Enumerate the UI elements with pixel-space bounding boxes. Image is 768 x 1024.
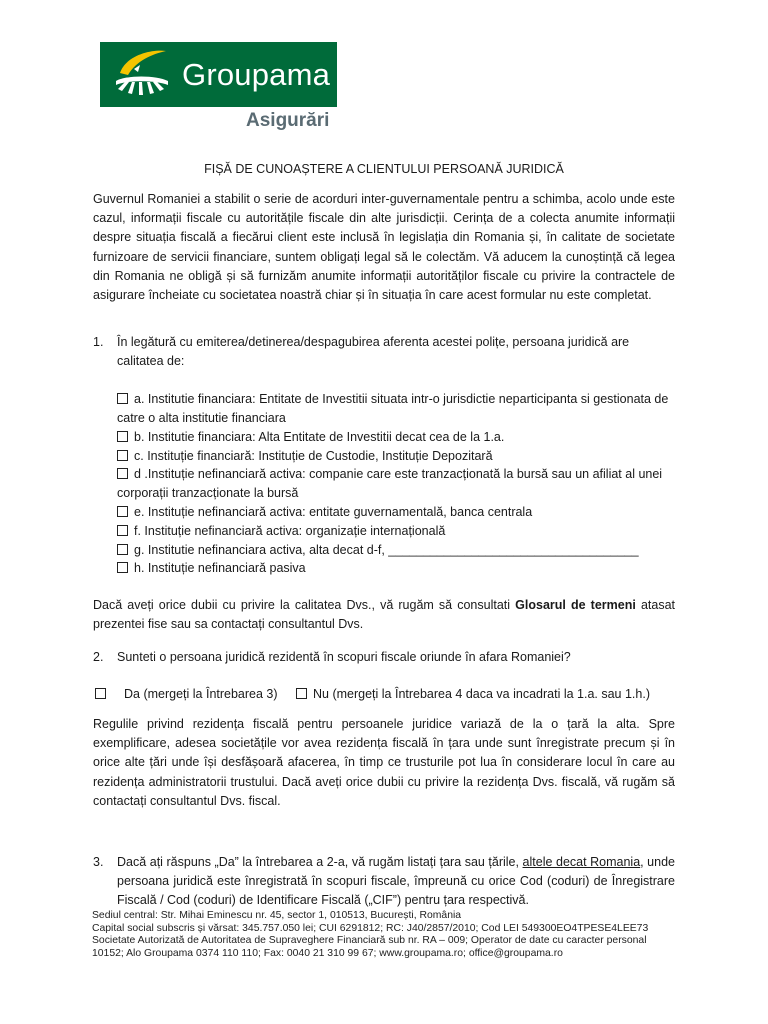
answer-yes[interactable] xyxy=(95,685,278,704)
groupama-emblem-icon xyxy=(112,45,174,105)
option-1a[interactable] xyxy=(117,390,677,427)
option-label: a. Institutie financiara: Entitate de Investitii situata intr-o jurisdictie neparticipanta si gestionata de catre o alta institutie financiara xyxy=(117,392,669,425)
option-label: h. Instituție nefinanciară pasiva xyxy=(134,561,306,575)
option-1h[interactable] xyxy=(117,559,677,578)
checkbox[interactable] xyxy=(117,393,128,404)
option-1f[interactable] xyxy=(117,522,677,541)
footer-line: Sediul central: Str. Mihai Eminescu nr. 45, sector 1, 010513, București, România xyxy=(92,910,462,921)
checkbox[interactable] xyxy=(117,450,128,461)
option-1c[interactable] xyxy=(117,447,677,466)
checkbox[interactable] xyxy=(117,544,128,555)
document-title: FIȘĂ DE CUNOAȘTERE A CLIENTULUI PERSOANĂ JURIDICĂ xyxy=(204,162,564,176)
option-label: e. Instituție nefinanciară activa: entitate guvernamentală, banca centrala xyxy=(134,505,533,519)
option-1d[interactable] xyxy=(117,465,677,502)
question-1-text: În legătură cu emiterea/detinerea/despagubirea aferenta acestei polițe, persoana juridică are calitatea de: xyxy=(117,335,630,369)
question-3-text xyxy=(117,853,675,911)
footer xyxy=(92,910,712,960)
question-2-text: Sunteti o persoana juridică rezidentă în scopuri fiscale oriunde în afara Romaniei? xyxy=(117,650,571,664)
residency-paragraph: Regulile privind rezidența fiscală pentru persoanele juridice variază de la o țară la alta. Spre exemplificare, adesea societățile vor avea rezidența fiscală în țara unde sunt înregistrate precum și în orice alte țări unde își desfășoară afacerea, în timp ce trusturile pot lua în considerare locul în care au rezidența administratorii trustului. Dacă aveți orice dubii cu privire la rezidența Dvs. fiscală, vă rugăm să contactați consultantul Dvs. fiscal. xyxy=(93,717,675,808)
option-label: b. Institutie financiara: Alta Entitate de Investitii decat cea de la 1.a. xyxy=(134,430,505,444)
option-label: d .Instituție nefinanciară activa: companie care este tranzacționată la bursă sau un afiliat al unei corporații tranzacționate la bursă xyxy=(117,467,663,500)
footer-line: 10152; Alo Groupama 0374 110 110; Fax: 0040 21 310 99 67; www.groupama.ro; office@groupama.ro xyxy=(92,947,563,959)
checkbox[interactable] xyxy=(296,688,307,699)
option-1g[interactable] xyxy=(117,541,677,560)
question-3-before: Dacă ați răspuns „Da” la întrebarea a 2-a, vă rugăm listați țara sau țările, xyxy=(117,855,523,869)
checkbox[interactable] xyxy=(117,506,128,517)
answer-yes-label: Da (mergeți la Întrebarea 3) xyxy=(124,687,278,701)
question-3-underlined: altele decat Romania xyxy=(522,855,641,869)
option-label: c. Instituție financiară: Instituție de Custodie, Instituție Depozitară xyxy=(134,449,493,463)
glossary-text-after: atasat prezentei fise sau sa contactați consultantul Dvs. xyxy=(93,598,675,632)
glossary-link-text: Glosarul de termeni xyxy=(515,598,636,612)
glossary-text-before: Dacă aveți orice dubii cu privire la calitatea Dvs., vă rugăm să consultati xyxy=(93,598,516,612)
option-label: g. Institutie nefinanciara activa, alta decat d-f, ____________________________________ xyxy=(134,543,639,557)
footer-line: Societate Autorizată de Autoritatea de Supraveghere Financiară sub nr. RA – 009; Operator de date cu caracter personal xyxy=(92,935,647,947)
answer-no[interactable] xyxy=(296,685,650,704)
question-3-after: , unde persoana juridică este înregistrată în scopuri fiscale, împreună cu orice Cod (coduri) de Înregistrare Fiscală / Cod (coduri) de Identificare Fiscală („CIF”) pentru țara respectivă. xyxy=(117,855,675,908)
question-3-number: 3. xyxy=(93,855,104,869)
question-1-number: 1. xyxy=(93,335,104,349)
checkbox[interactable] xyxy=(117,525,128,536)
footer-line: Capital social subscris și vărsat: 345.757.050 lei; CUI 6291812; RC: J40/2857/2010; Cod LEI 549300EO4TPESE4LEE73 xyxy=(92,922,649,934)
intro-paragraph: Guvernul Romaniei a stabilit o serie de acorduri inter-guvernamentale pentru a schimba, acolo unde este cazul, informații fiscale cu autoritățile fiscale din alte jurisdicții. Cerința de a colecta anumite informații despre situația fiscală a fiecărui client este inclusă în legislația din Romania și, în calitate de societate furnizoare de servicii financiare, suntem obligați legal să le colectăm. Vă aducem la cunoștință că legea din Romania ne obligă și să furnizăm anumite informații autorităților fiscale cu privire la contractele de asigurare încheiate cu societatea noastră chiar și în situația în care acest formular nu este completat. xyxy=(93,192,675,303)
brand-name: Groupama xyxy=(182,57,331,92)
glossary-paragraph xyxy=(93,596,675,634)
option-1e[interactable] xyxy=(117,503,677,522)
brand-subtitle: Asigurări xyxy=(246,110,330,131)
checkbox[interactable] xyxy=(95,688,106,699)
checkbox[interactable] xyxy=(117,468,128,479)
checkbox[interactable] xyxy=(117,431,128,442)
option-1b[interactable] xyxy=(117,428,677,447)
option-label: f. Instituție nefinanciară activa: organizație internațională xyxy=(134,524,446,538)
checkbox[interactable] xyxy=(117,562,128,573)
question-2-number: 2. xyxy=(93,650,104,664)
answer-no-label: Nu (mergeți la Întrebarea 4 daca va incadrati la 1.a. sau 1.h.) xyxy=(313,687,650,701)
